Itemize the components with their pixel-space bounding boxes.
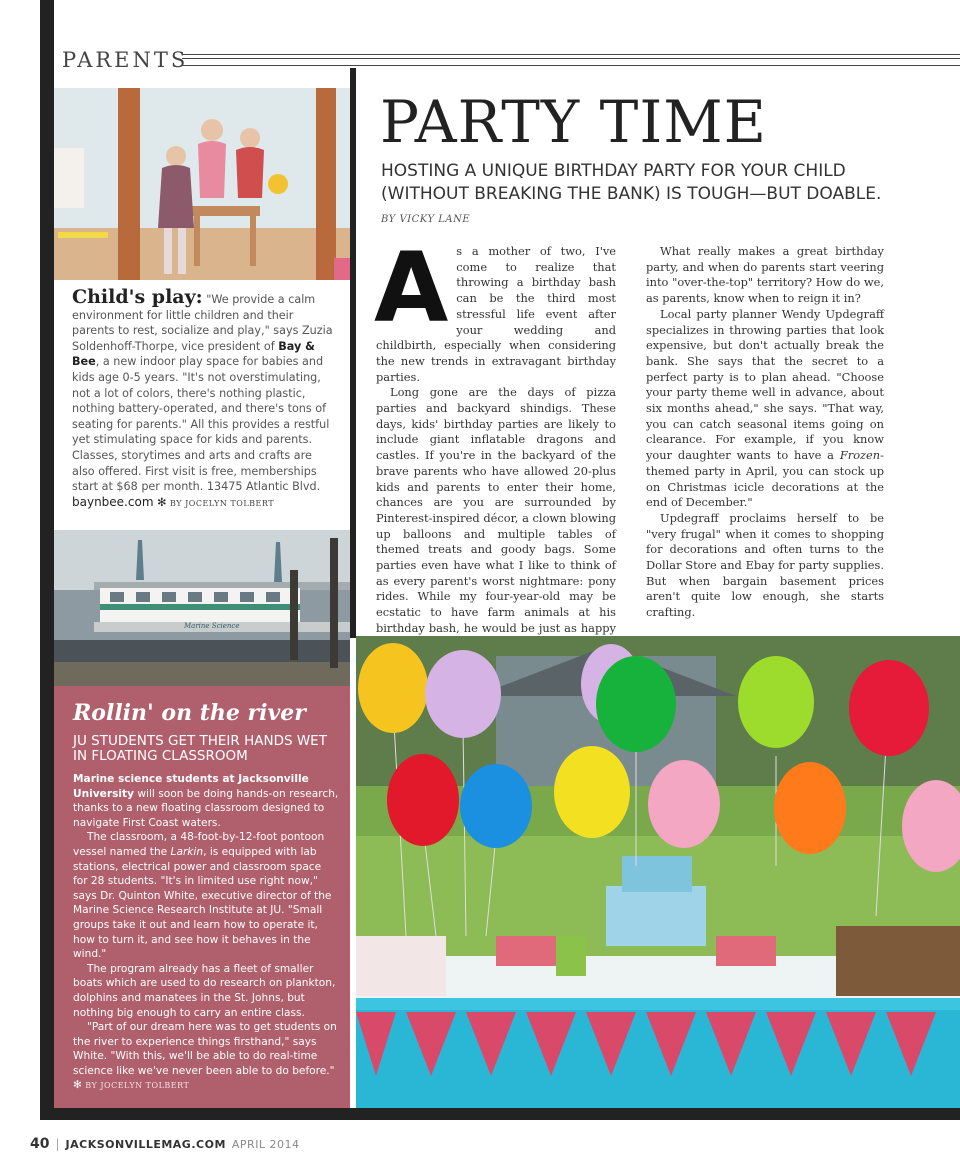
section-label: PARENTS [62,48,189,72]
rollin-p4: "Part of our dream here was to get students on the river to experience things firsthand," says White. "With this, we'll be able to do real-time science like we've never been able to do before." [73,1021,337,1077]
kids-play-photo [54,88,350,280]
main-byline: BY VICKY LANE [381,214,471,225]
childs-play-text-1: "We provide a calm environment for little children and their parents to rest, socialize and play," says Zuzia Soldenhoff-Thorpe, vice president of [72,293,333,353]
website-link[interactable]: baynbee.com [72,494,154,509]
childs-play-text-2: , a new indoor play space for babies and kids age 0-5 years. "It's not overstimulating, not a lot of colors, there's nothing plastic, nothing battery-operated, and there's tons of seating for parents." All this provides a restful yet stimulating space for kids and parents. Classes, storytimes and arts and crafts are also offered. First visit is free, memberships start at $68 per month. 13475 Atlantic Blvd. [72,355,330,494]
childs-play-blurb [72,286,334,511]
floating-classroom-photo [54,530,350,686]
bottom-page-bar [40,1108,960,1120]
paragraph-4: Local party planner Wendy Updegraff specializes in throwing parties that look expensive, but don't actually break the bank. She says that the secret to a perfect party is to plan ahead. "Choose your party theme well in advance, about six months ahead," she says. "That way, you can catch seasonal items going on clearance. For example, if you know your daughter wants to have a [646,306,884,463]
rollin-p2-italic: Larkin [170,845,204,858]
issue-date: APRIL 2014 [231,1138,300,1151]
end-mark-icon: ✻ [157,495,167,509]
footer-separator: | [55,1137,60,1151]
paragraph-2: Long gone are the days of pizza parties and backyard shindigs. These days, kids' birthday parties are likely to include giant inflatable dragons and castles. If you're in the backyard of the brave parents who have allowed 20-plus kids and parents to enter their home, chances are you are surrounded by Pinterest-inspired décor, a clown blowing up balloons and multiple tables of themed treats and goody bags. Some parties even have what I like to think of as every parent's worst nightmare: pony rides. While my four-year-old may be ecstatic to have farm animals at his birthday bash, he would be just as happy [376,385,616,635]
article-column-1 [374,232,616,668]
rollin-title: Rollin' on the river [73,700,306,726]
rollin-body [73,772,339,1094]
paragraph-5: Updegraff proclaims herself to be "very frugal" when it comes to shopping for decorations and often turns to the Dollar Store and Ebay for party supplies. But when bargain basement prices aren't quite low enough, she starts crafting. [646,510,884,620]
childs-play-heading: Child's play: [72,286,203,308]
column-divider [350,68,356,638]
page-footer [30,1136,300,1152]
drop-cap: A [374,232,449,344]
rollin-p2b: , is equipped with lab stations, electrical power and classroom space for 28 students. "It's in limited use right now," says Dr. Quinton White, executive director of the Marine Science Research Institute at JU. "Small groups take it out and learn how to operate it, how to turn it, and see how it behaves in the wind." [73,845,332,961]
rollin-p3: The program already has a fleet of smaller boats which are used to do research on plankton, dolphins and manatees in the St. Johns, but nothing big enough to carry an entire class. [73,962,336,1019]
rollin-sidebar [54,686,350,1108]
rollin-p2a: The classroom, a 48-foot-by-12-foot pontoon vessel named the [73,831,325,858]
rollin-lead-bold: Marine science students at Jacksonville University [73,773,309,800]
left-page-bar [40,0,54,1120]
section-rule [182,54,960,66]
rollin-end-mark-icon: ✻ [73,1079,82,1092]
paragraph-1: s a mother of two, I've come to realize that throwing a birthday bash can be the third most stressful life event after your wedding and childbirth, especially when considering the new trends in extravagant birthday parties. [376,244,616,384]
paragraph-4-italic: Frozen [839,448,881,463]
party-table-photo [356,636,960,1108]
article-column-2 [646,244,884,621]
rollin-lead: will soon be doing hands-on research, thanks to a new floating classroom designed to navigate First Coast waters. [73,787,339,829]
boat-name-label: Marine Science [184,622,240,630]
headline: PARTY TIME [380,88,767,156]
business-name: Bay & Bee [72,339,315,369]
deck [381,160,901,231]
paragraph-3: What really makes a great birthday party, and when do parents start veering into "over-the-top" territory? How do we, as parents, know when to reign it in? [646,244,884,306]
rollin-subtitle: JU STUDENTS GET THEIR HANDS WET IN FLOATING CLASSROOM [73,733,327,764]
page-number: 40 [30,1136,50,1152]
paragraph-4-end: -themed party in April, you can stock up on Christmas icicle decorations at the end of December." [646,448,884,510]
magazine-url: JACKSONVILLEMAG.COM [65,1138,226,1151]
childs-play-byline: BY JOCELYN TOLBERT [170,498,275,508]
deck-text: HOSTING A UNIQUE BIRTHDAY PARTY FOR YOUR CHILD (WITHOUT BREAKING THE BANK) IS TOUGH—BUT DOABLE. [381,161,882,204]
rollin-byline: BY JOCELYN TOLBERT [85,1081,190,1091]
